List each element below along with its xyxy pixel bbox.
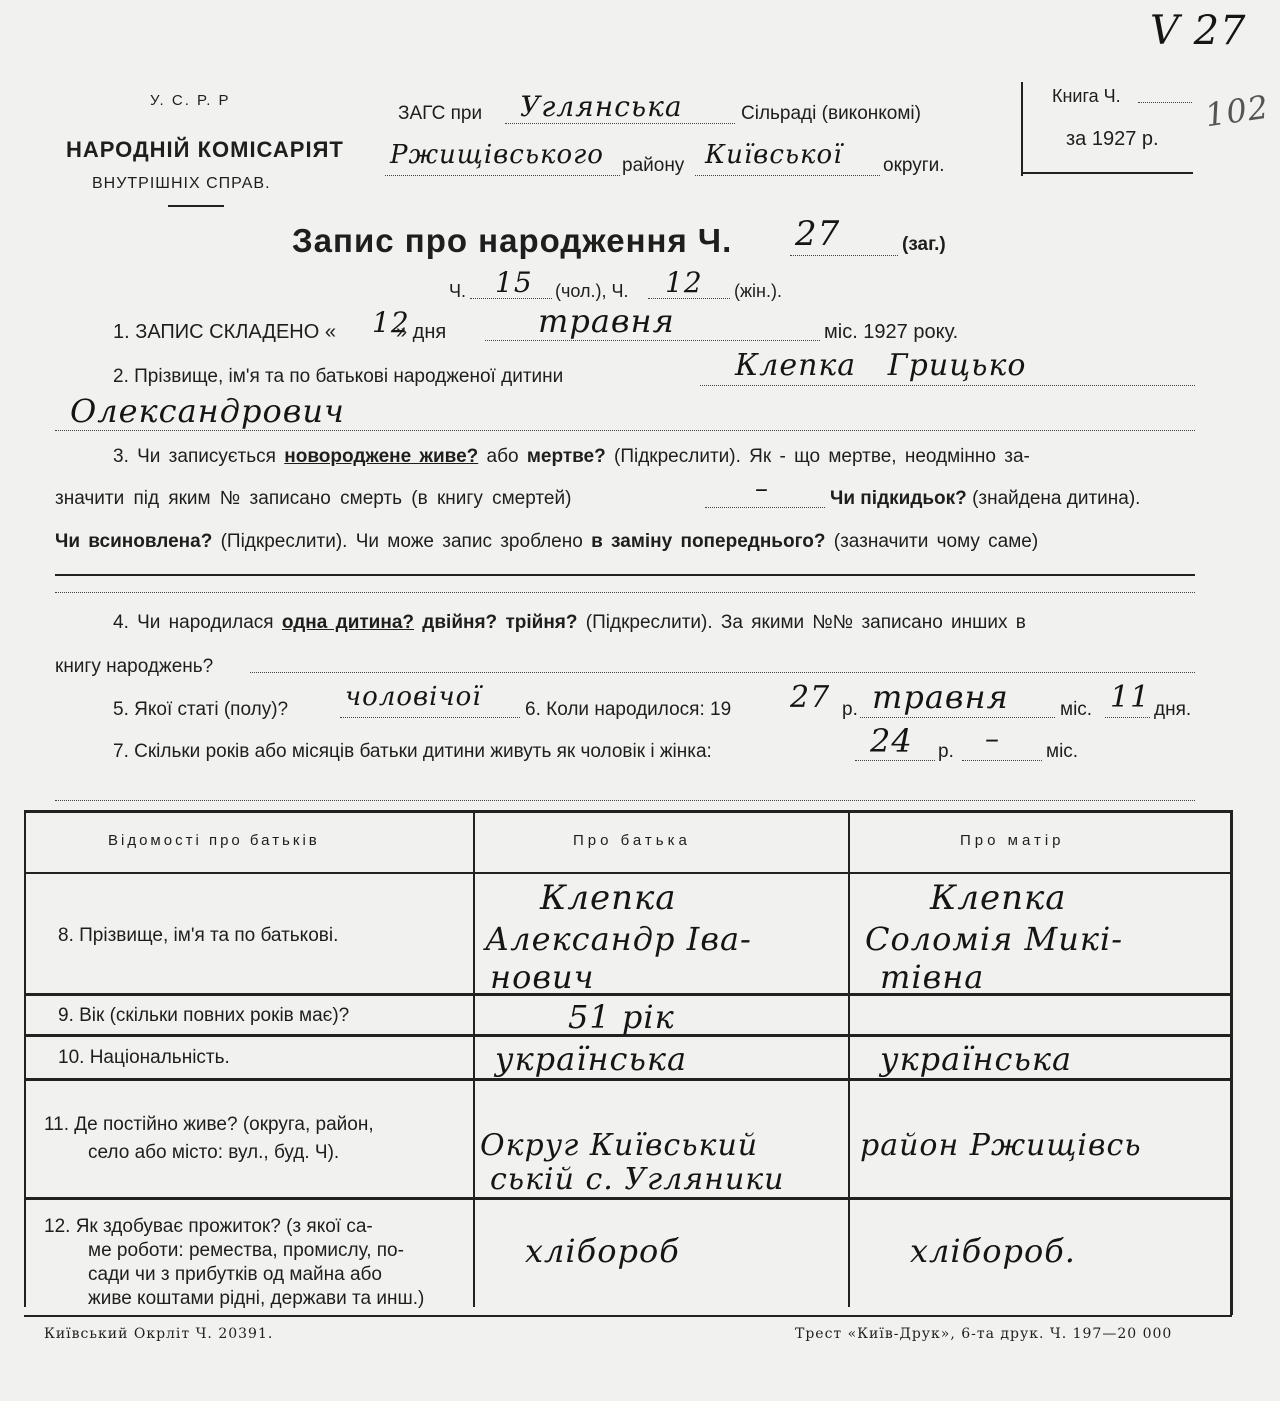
birth-month: травня xyxy=(872,678,1009,716)
republic-label: У. С. Р. Р xyxy=(150,92,231,109)
header-father: Про батька xyxy=(573,832,691,849)
row8-label: 8. Прізвище, ім'я та по батькові. xyxy=(58,925,339,946)
father-nationality: українська xyxy=(495,1040,688,1078)
mother-occupation: хлібороб. xyxy=(910,1232,1076,1270)
header-parents-info: Відомості про батьків xyxy=(108,832,320,849)
years-married: 24 xyxy=(870,722,913,760)
item1-rest: міс. 1927 року. xyxy=(824,321,959,343)
female-label: (жін.). xyxy=(734,281,782,301)
okrug-label: округи. xyxy=(883,155,945,176)
foundling-question: Чи підкидьок? (знайдена дитина). xyxy=(830,488,1141,509)
female-number: 12 xyxy=(665,266,703,299)
dept-label: ВНУТРІШНІХ СПРАВ. xyxy=(92,175,271,192)
mother-name-cont: тівна xyxy=(880,958,985,996)
item1-month: травня xyxy=(538,302,675,340)
mother-nationality: українська xyxy=(880,1040,1073,1078)
month-label: міс. xyxy=(1060,699,1093,720)
item7-label: 7. Скільки років або місяців батьки дитини живуть як чоловік і жінка: xyxy=(113,741,712,762)
item3-line2: значити під яким № записано смерть (в книгу смертей) xyxy=(55,488,572,509)
commissariat-label: НАРОДНІЙ КОМІСАРІЯТ xyxy=(66,137,344,162)
council-label: Сільраді (виконкомі) xyxy=(741,103,921,124)
father-name: Александр Іва- xyxy=(485,920,752,958)
district-value: Ржищівського xyxy=(390,140,604,170)
row12-label-line4: живе коштами рідні, держави та инш.) xyxy=(88,1288,425,1309)
item1-day-label: » дня xyxy=(396,321,447,343)
district-label: району xyxy=(622,155,685,176)
sex-value: чоловічої xyxy=(345,682,482,712)
record-number: 27 xyxy=(795,214,841,254)
day-label: дня. xyxy=(1154,699,1192,720)
birth-day: 11 xyxy=(1110,680,1151,715)
male-number: 15 xyxy=(495,266,533,299)
alive-option: новороджене живе? xyxy=(284,446,479,467)
item4-line2: книгу народжень? xyxy=(55,656,214,677)
child-patronymic: Олександрович xyxy=(70,392,345,430)
father-residence: Округ Київський xyxy=(480,1128,759,1163)
father-residence-cont: ській с. Угляники xyxy=(490,1162,785,1197)
book-year: за 1927 р. xyxy=(1066,128,1159,150)
row10-label: 10. Національність. xyxy=(58,1047,230,1068)
item1-label: 1. ЗАПИС СКЛАДЕНО « xyxy=(113,321,336,343)
mother-surname: Клепка xyxy=(930,878,1067,918)
title-suffix: (заг.) xyxy=(902,234,946,255)
row12-label-line1: 12. Як здобуває прожиток? (з якої са- xyxy=(44,1216,373,1237)
zags-prefix: ЗАГС при xyxy=(398,103,483,124)
divider xyxy=(168,205,224,207)
single-child-option: одна дитина? xyxy=(281,612,415,633)
death-number: – xyxy=(755,474,769,504)
item6-label: 6. Коли народилося: 19 xyxy=(525,699,732,720)
row12-label-line2: ме роботи: ремества, промислу, по- xyxy=(88,1240,404,1261)
item3-line3: Чи всиновлена? (Підкреслити). Чи може запис зроблено в заміну попереднього? (зазначити чому саме) xyxy=(55,531,1039,552)
item2-label: 2. Прізвище, ім'я та по батькові народженої дитини xyxy=(113,366,564,387)
male-label: (чол.), Ч. xyxy=(555,281,629,301)
mother-residence: район Ржищівсь xyxy=(860,1128,1142,1163)
row12-label-line3: сади чи з прибутків од майна або xyxy=(88,1264,382,1285)
side-number: 102 xyxy=(1202,87,1272,135)
item1-day: 12 xyxy=(372,306,410,339)
row11-label-line1: 11. Де постійно живе? (округа, район, xyxy=(44,1114,374,1135)
mother-name: Соломія Микі- xyxy=(865,920,1124,958)
book-label: Книга Ч. xyxy=(1052,86,1121,106)
okrug-value: Київської xyxy=(705,140,843,170)
item4-line1: 4. Чи народилася одна дитина? двійня? трійня? (Підкреслити). За якими №№ записано инших в xyxy=(113,612,1026,633)
child-name: Клепка Грицько xyxy=(735,348,1027,383)
subtitle-prefix: Ч. xyxy=(449,281,466,301)
item3-line1: 3. Чи записується новороджене живе? або мертве? (Підкреслити). Як - що мертве, неодмінно за- xyxy=(113,446,1030,467)
corner-mark: V 27 xyxy=(1150,8,1247,54)
father-age: 51 рік xyxy=(568,998,675,1036)
r-label: р. xyxy=(938,741,954,762)
village-value: Углянська xyxy=(520,90,683,123)
year-label: р. xyxy=(842,699,858,720)
header-mother: Про матір xyxy=(960,832,1065,849)
father-surname: Клепка xyxy=(540,878,677,918)
dead-option: мертве? xyxy=(526,446,606,467)
page-title: Запис про народження Ч. xyxy=(292,222,733,259)
father-occupation: хлібороб xyxy=(525,1232,680,1270)
row11-label-line2: село або місто: вул., буд. Ч). xyxy=(88,1142,340,1163)
footer-right: Трест «Київ-Друк», 6-та друк. Ч. 197—20 000 xyxy=(795,1326,1173,1342)
birth-year: 27 xyxy=(790,680,831,715)
m-label: міс. xyxy=(1046,741,1079,762)
item5-label: 5. Якої статі (полу)? xyxy=(113,699,289,720)
father-name-cont: нович xyxy=(490,958,595,996)
months-married: – xyxy=(985,722,1000,755)
footer-left: Київський Окрліт Ч. 20391. xyxy=(44,1326,274,1342)
row9-label: 9. Вік (скільки повних років має)? xyxy=(58,1005,350,1026)
